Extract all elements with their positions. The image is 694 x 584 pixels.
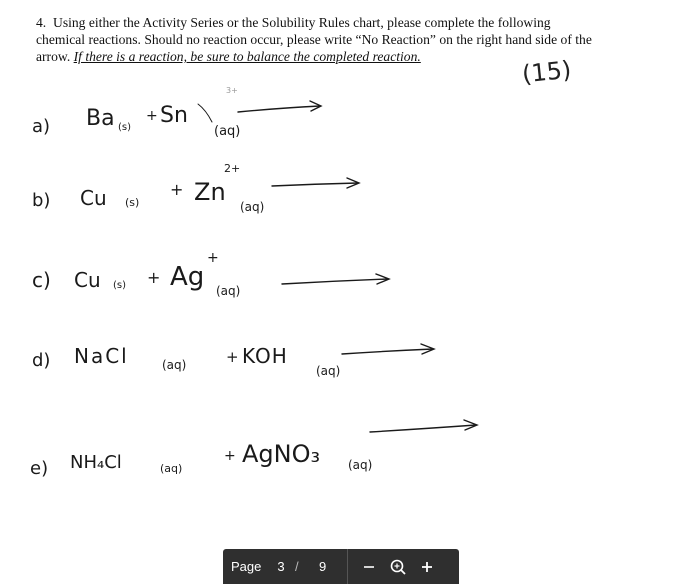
question-line-2: chemical reactions. Should no reaction occur, please write “No Reaction” on the right hand side of the [36, 32, 592, 47]
zoom-search-button[interactable] [385, 554, 411, 580]
reaction-b-plus: + [170, 180, 184, 199]
balance-instruction: If there is a reaction, be sure to balance the completed reaction. [73, 49, 421, 64]
reaction-c-charge: + [207, 250, 219, 266]
reaction-d-reactant1: NaCl [74, 344, 129, 368]
current-page-number[interactable]: 3 [277, 559, 285, 574]
zoom-out-button[interactable] [356, 554, 382, 580]
reaction-c-label: c) [32, 268, 51, 292]
page-separator: / [295, 559, 299, 574]
arrow-b-icon [272, 178, 359, 188]
reaction-c-state1: (s) [113, 280, 127, 291]
reaction-b-state2: (aq) [240, 200, 265, 214]
reaction-e-state1: (aq) [160, 462, 183, 475]
reaction-e-label: e) [30, 458, 49, 479]
reaction-a-state1: (s) [118, 122, 132, 133]
arrow-e-icon [370, 420, 477, 432]
reaction-b-reactant1: Cu [80, 186, 107, 210]
plus-icon [414, 554, 440, 580]
reaction-a-plus: + [146, 108, 158, 124]
reaction-b-label: b) [32, 190, 51, 211]
reaction-a-state2: (aq) [214, 124, 241, 139]
question-line-3: arrow. If there is a reaction, be sure to balance the completed reaction. [36, 49, 421, 64]
reaction-e-state2: (aq) [348, 458, 373, 472]
reaction-c-reactant2: Ag [170, 262, 205, 292]
question-line-1: 4. Using either the Activity Series or the Solubility Rules chart, please complete the following [36, 15, 551, 30]
reaction-b-state1: (s) [125, 196, 140, 209]
minus-icon [356, 554, 382, 580]
reaction-d-plus: + [226, 348, 239, 366]
reaction-e-plus: + [224, 448, 236, 464]
reaction-a-stroke-icon [198, 104, 212, 122]
arrow-a-icon [238, 101, 321, 112]
reaction-d-reactant2: KOH [242, 344, 288, 368]
reaction-a-reactant2: Sn [160, 103, 188, 128]
arrow-c-icon [282, 274, 389, 284]
total-pages: 9 [319, 559, 327, 574]
reaction-c-plus: + [147, 268, 161, 287]
magnifier-plus-icon [385, 554, 411, 580]
reaction-d-state2: (aq) [316, 364, 341, 378]
question-number: 4. [36, 15, 47, 30]
page-label: Page [231, 559, 262, 574]
toolbar-divider [347, 549, 348, 584]
reaction-c-state2: (aq) [216, 284, 241, 298]
reaction-e-reactant1: NH₄Cl [70, 452, 122, 473]
reaction-d-state1: (aq) [162, 358, 187, 372]
reaction-a-reactant1: Ba [86, 106, 115, 131]
reaction-a-label: a) [32, 116, 51, 137]
pdf-viewer-toolbar [223, 549, 459, 584]
zoom-in-button[interactable] [414, 554, 440, 580]
reaction-d-label: d) [32, 350, 51, 371]
reaction-b-reactant2: Zn [194, 178, 226, 206]
arrow-d-icon [342, 344, 434, 354]
reaction-b-charge: 2+ [224, 162, 241, 175]
reaction-c-reactant1: Cu [74, 268, 101, 292]
reaction-e-reactant2: AgNO₃ [242, 440, 321, 468]
reaction-a-charge: 3+ [226, 86, 238, 95]
score-mark: (15) [520, 55, 573, 89]
